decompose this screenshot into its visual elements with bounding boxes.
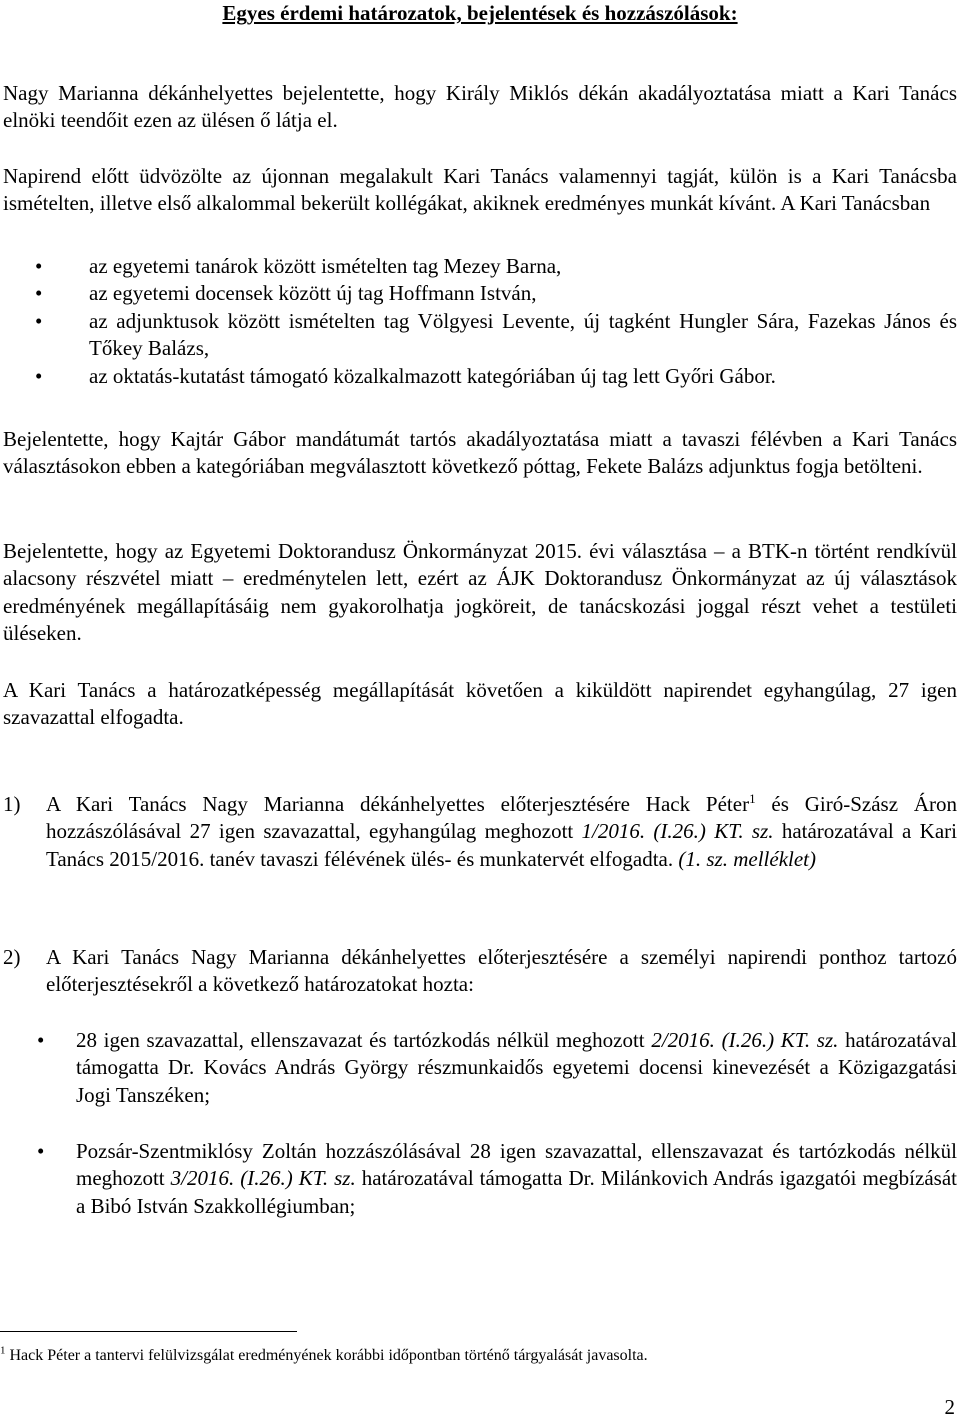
bullet-icon: •	[37, 1139, 45, 1163]
bullet-icon: •	[37, 1028, 45, 1052]
item-text: A Kari Tanács Nagy Marianna dékánhelyettes előterjesztésére Hack Péter$^1$ és Giró-Szász Áron hozzászólásával 27 igen szavazattal, egyhangúlag meghozott 1/2016. (I.26.) KT. sz. határozatával a Kari Tanács 2015/2016. tanév tavaszi félévének ülés- és munkatervét elfogadta. (1. sz. melléklet)	[46, 791, 958, 871]
item-text: A Kari Tanács Nagy Marianna dékánhelyettes előterjesztésére a személyi napirendi ponthoz tartozó előterjesztésekről a következő határozatokat hozta:	[46, 945, 957, 997]
footnote-text: Hack Péter a tantervi felülvizsgálat eredményének korábbi időpontban történő tárgyalását javasolta.	[5, 1347, 648, 1364]
list-item-text: az egyetemi docensek között új tag Hoffmann István,	[89, 281, 537, 306]
page-number: 2	[944, 1395, 955, 1419]
paragraph-welcome: Napirend előtt üdvözölte az újonnan megalakult Kari Tanács valamennyi tagját, külön is a Kari Tanácsba ismételten, illetve első alkalommal bekerült kollégákat, akiknek eredményes munkát kívánt. A Kari Tanácsban	[3, 164, 957, 216]
paragraph-acting-chair: Nagy Marianna dékánhelyettes bejelentette, hogy Király Miklós dékán akadályoztatása miatt a Kari Tanács elnöki teendőit ezen az ülésen ő látja el.	[3, 81, 957, 133]
item-number: 1)	[3, 792, 21, 816]
footnote-ref: 1	[749, 791, 756, 806]
bullet-icon: •	[35, 281, 43, 306]
list-item	[3, 280, 957, 307]
resolution-item-2	[3, 944, 957, 999]
bullet-icon: •	[35, 363, 43, 388]
list-item: • 28 igen szavazattal, ellenszavazat és tartózkodás nélkül meghozott 2/2016. (I.26.) KT. sz. határozatával támogatta Dr. Kovács András György részmunkaidős egyetemi docensi kinevezését a Közigazgatási Jogi Tanszéken;	[37, 1028, 958, 1107]
resolution-ref: 3/2016. (I.26.) KT. sz.	[170, 1166, 356, 1191]
list-item	[3, 253, 957, 280]
personnel-resolutions-2	[3, 1138, 957, 1220]
bullet-icon: •	[35, 308, 43, 333]
member-list	[3, 253, 957, 390]
personnel-resolutions	[3, 1027, 957, 1109]
resolution-item-1	[3, 791, 957, 873]
footnote	[0, 1345, 648, 1367]
list-item: • Pozsár-Szentmiklósy Zoltán hozzászólásával 28 igen szavazattal, ellenszavazat és tartózkodás nélkül meghozott 3/2016. (I.26.) KT. sz. határozatával támogatta Dr. Milánkovich András igazgatói megbízását a Bibó István Szakkollégiumban;	[37, 1139, 957, 1218]
resolution-ref: 2/2016. (I.26.) KT. sz.	[651, 1028, 839, 1052]
item-number: 2)	[3, 945, 21, 969]
paragraph-doctoral-council: Bejelentette, hogy az Egyetemi Doktorandusz Önkormányzat 2015. évi választása – a BTK-n történt rendkívül alacsony részvétel miatt – eredménytelen lett, ezért az ÁJK Doktorandusz Önkormányzat az új választások eredményének megállapításáig nem gyakorolhatja jogköreit, de tanácskozási joggal részt vehet a testületi üléseken.	[3, 539, 957, 646]
section-heading: Egyes érdemi határozatok, bejelentések és hozzászólások:	[222, 1, 738, 25]
paragraph-agenda-adopted: A Kari Tanács a határozatképesség megállapítását követően a kiküldött napirendet egyhangúlag, 27 igen szavazattal elfogadta.	[3, 678, 957, 730]
list-item-text: az egyetemi tanárok között ismételten tag Mezey Barna,	[89, 254, 562, 278]
resolution-ref: 1/2016. (I.26.) KT. sz.	[581, 819, 774, 844]
paragraph-mandate: Bejelentette, hogy Kajtár Gábor mandátumát tartós akadályoztatása miatt a tavaszi félévben a Kari Tanács választásokon ebben a kategóriában megválasztott következő póttag, Fekete Balázs adjunktus fogja betölteni.	[3, 427, 957, 479]
footnote-separator	[0, 1331, 297, 1332]
bullet-icon: •	[35, 254, 43, 278]
list-item-text: az oktatás-kutatást támogató közalkalmazott kategóriában új tag lett Győri Gábor.	[89, 363, 776, 388]
annex-ref: (1. sz. melléklet)	[678, 846, 816, 871]
list-item	[3, 308, 957, 363]
list-item-text: az adjunktusok között ismételten tag Völgyesi Levente, új tagként Hungler Sára, Fazekas János és Tőkey Balázs,	[89, 308, 957, 361]
footnote-mark: 1	[0, 1344, 6, 1357]
list-item	[3, 363, 957, 390]
